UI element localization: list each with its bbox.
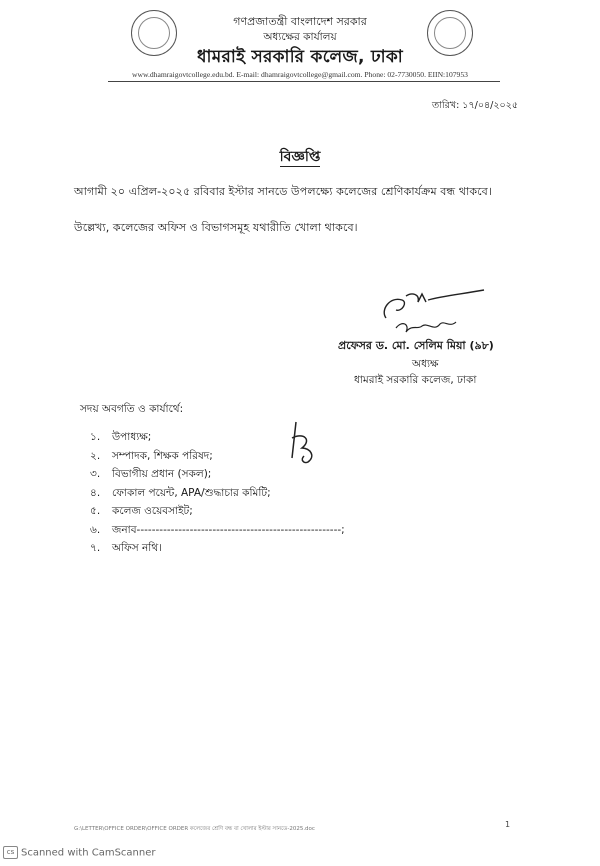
signatory-name: প্রফেসর ড. মো. সেলিম মিয়া (৯৮) <box>338 339 494 352</box>
signatory-title: অধ্যক্ষ <box>412 358 439 370</box>
government-name: গণপ্রজাতন্ত্রী বাংলাদেশ সরকার <box>233 15 367 28</box>
notice-title: বিজ্ঞপ্তি <box>279 149 321 165</box>
notice-date: তারিখ: ১৭/০৪/২০২৫ <box>432 100 519 111</box>
handwritten-initial <box>282 418 332 468</box>
file-path-footer: G:\LETTER\OFFICE ORDER\OFFICE ORDER কলেজের শ্রেণি বন্ধ বা খোলার ইস্টার সানডে-2025.doc <box>74 826 315 832</box>
distribution-heading: সদয় অবগতি ও কার্যার্থে: <box>80 403 184 415</box>
notice-body-1: আগামী ২০ এপ্রিল-২০২৫ রবিবার ইস্টার সানডে উপলক্ষ্যে কলেজের শ্রেণিকার্যক্রম বন্ধ থাকবে। <box>74 185 492 198</box>
signatory-institution: ধামরাই সরকারি কলেজ, ঢাকা <box>354 374 477 386</box>
distribution-item: ৭. অফিস নথি। <box>90 542 162 554</box>
scanner-watermark: cs Scanned with CamScanner <box>3 846 156 859</box>
contact-line: www.dhamraigovtcollege.edu.bd. E-mail: dhamraigovtcollege@gmail.com. Phone: 02-7730050. EIIN:107953 <box>132 70 468 79</box>
notice-body-2: উল্লেখ্য, কলেজের অফিস ও বিভাগসমূহ যথারীতি খোলা থাকবে। <box>74 221 358 234</box>
college-name: ধামরাই সরকারি কলেজ, ঢাকা <box>197 47 403 67</box>
distribution-item: ৪. ফোকাল পয়েন্ট, APA/শুদ্ধাচার কমিটি; <box>90 486 271 499</box>
camscanner-icon: cs <box>3 846 18 859</box>
handwritten-signature <box>372 288 492 343</box>
header-divider <box>108 81 500 82</box>
office-name: অধ্যক্ষের কার্যালয় <box>263 31 337 43</box>
distribution-item: ১. উপাধ্যক্ষ; <box>90 431 152 443</box>
distribution-item: ২. সম্পাদক, শিক্ষক পরিষদ; <box>90 449 213 462</box>
distribution-item: ৩. বিভাগীয় প্রধান (সকল); <box>90 468 212 480</box>
page-mark: 1 <box>505 820 511 829</box>
distribution-item: ৫. কলেজ ওয়েবসাইট; <box>90 505 193 517</box>
distribution-item: ৬. জনাব------------------------------------------------------; <box>90 523 345 536</box>
